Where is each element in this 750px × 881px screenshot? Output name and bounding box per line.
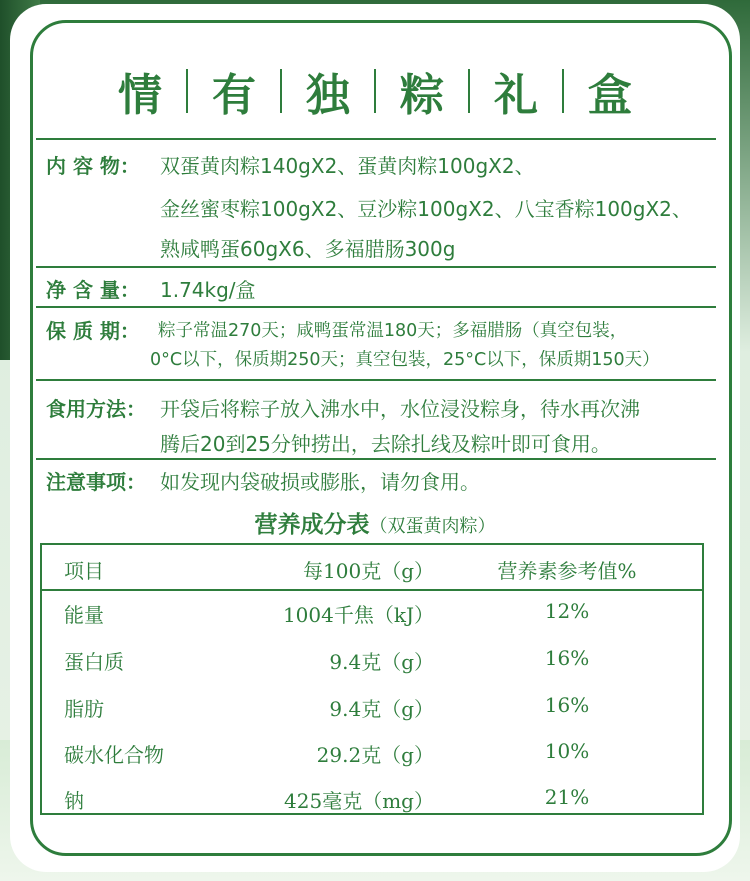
row-nrv: 16% [544,646,590,670]
net-weight-label: 净 含 量： [46,278,140,302]
row-nrv: 12% [544,599,590,623]
title-char: 盒 [588,70,632,121]
net-weight-value: 1.74kg/盒 [160,278,256,302]
row-name: 碳水化合物 [64,743,164,767]
row-nrv: 16% [544,693,590,717]
divider [36,458,716,460]
row-nrv: 21% [544,785,590,809]
row-nrv: 10% [544,739,590,763]
row-per100g: 9.4克（g） [329,697,434,721]
usage-line: 腾后20到25分钟捞出，去除扎线及粽叶即可食用。 [160,432,611,456]
row-per100g: 9.4克（g） [329,650,434,674]
contents-line: 双蛋黄肉粽140gX2、蛋黄肉粽100gX2、 [160,154,535,178]
nutrition-title [0,506,750,539]
table-header-per100g: 每100克（g） [303,559,434,583]
row-per100g: 425毫克（mg） [284,789,434,813]
divider [36,266,716,268]
nutrition-title-main: 营养成分表 [254,512,370,538]
row-per100g: 29.2克（g） [316,743,434,767]
nutrition-title-sub: （双蛋黄肉粽） [369,516,496,537]
shelf-life-label: 保 质 期： [46,319,140,343]
row-name: 钠 [64,789,84,813]
row-name: 脂肪 [64,697,104,721]
notice-value: 如发现内袋破损或膨胀，请勿食用。 [160,470,480,494]
contents-line: 熟咸鸭蛋60gX6、多福腊肠300g [160,237,456,261]
contents-line: 金丝蜜枣粽100gX2、豆沙粽100gX2、八宝香粽100gX2、 [160,197,692,221]
row-name: 能量 [64,603,104,627]
row-per100g: 1004千焦（kJ） [282,603,434,627]
divider [36,379,716,381]
usage-line: 开袋后将粽子放入沸水中，水位浸没粽身，待水再次沸 [160,397,640,421]
row-name: 蛋白质 [64,650,124,674]
title-char: 有 [212,70,256,121]
table-header-divider [42,589,702,591]
title-char: 粽 [400,70,444,121]
contents-label: 内 容 物： [46,154,140,178]
shelf-life-line: 粽子常温270天；咸鸭蛋常温180天；多福腊肠（真空包装， [158,321,628,341]
divider [36,138,716,140]
nutrition-table [40,543,704,815]
title-char: 礼 [494,70,538,121]
notice-label: 注意事项： [46,470,146,494]
divider [36,306,716,308]
shelf-life-line: 0°C以下，保质期250天；真空包装，25°C以下，保质期150天） [150,350,660,370]
table-header-nrv: 营养素参考值% [497,559,637,583]
title-char: 情 [118,70,162,121]
usage-label: 食用方法： [46,397,146,421]
table-header-item: 项目 [64,559,104,583]
title-char: 独 [306,70,350,121]
page-title [0,62,750,120]
